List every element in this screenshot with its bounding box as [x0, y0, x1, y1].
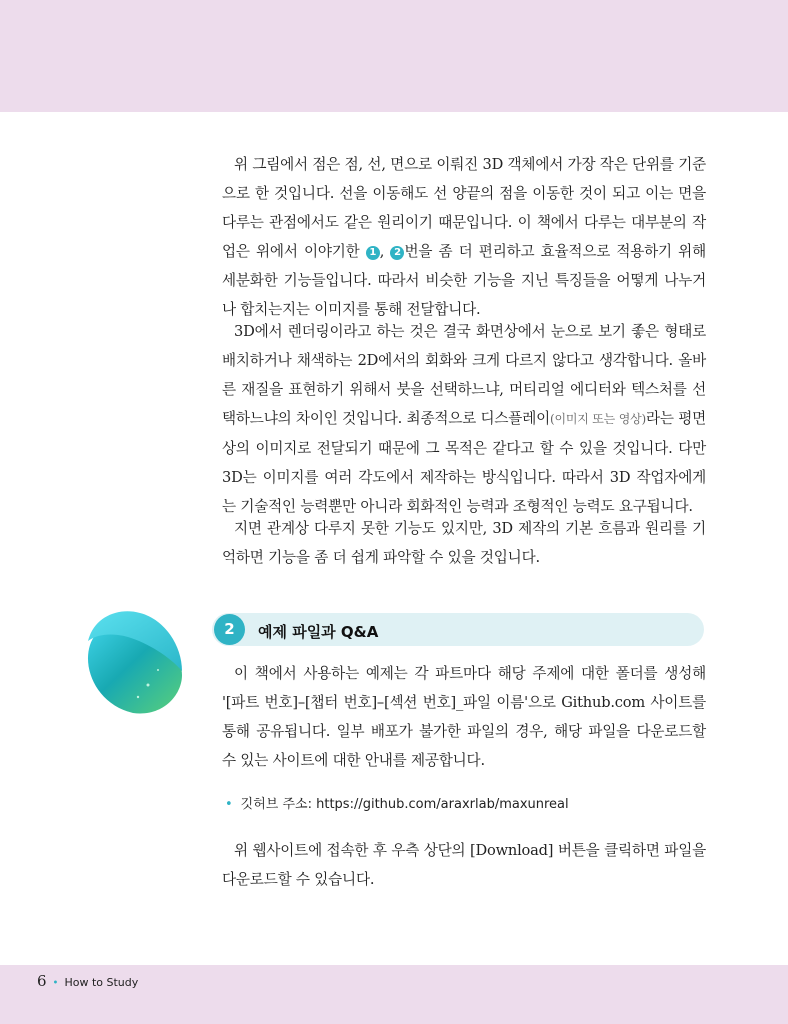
- paragraph-4: 이 책에서 사용하는 예제는 각 파트마다 해당 주제에 대한 폴더를 생성해 '[파트 번호]–[챕터 번호]–[섹션 번호]_파일 이름'으로 Github.com 사이트를 통해 공유됩니다. 일부 배포가 불가한 파일의 경우, 해당 파일을 다운로드할 수 있는 사이트에 대한 안내를 제공합니다.: [222, 665, 706, 769]
- github-address-text: 깃허브 주소: https://github.com/araxrlab/maxunreal: [240, 797, 569, 812]
- paragraph-1: [222, 150, 706, 324]
- paragraph-1-text-b: 번을 좀 더 편리하고 효율적으로 적용하기 위해 세분화한 기능들입니다. 따라서 비슷한 기능을 지닌 특징들을 어떻게 나누거나 합치는지는 이미지를 통해 전달합니다.: [222, 243, 706, 318]
- bullet-marker: •: [225, 797, 233, 812]
- section-number-badge: 2: [214, 614, 245, 645]
- footer-separator: •: [52, 978, 59, 989]
- header-band: [0, 0, 788, 112]
- paragraph-2-text-b: 라는 평면상의 이미지로 전달되기 때문에 그 목적은 같다고 할 수 있을 것입니다. 다만 3D는 이미지를 여러 각도에서 제작하는 방식입니다. 따라서 3D 작업자에게는 기술적인 능력뿐만 아니라 회화적인 능력과 조형적인 능력도 요구됩니다.: [222, 410, 707, 515]
- paragraph-2: [222, 317, 706, 521]
- blob-illustration-icon: [78, 605, 188, 717]
- section-title: 예제 파일과 Q&A: [258, 623, 379, 641]
- paragraph-3: 지면 관계상 다루지 못한 기능도 있지만, 3D 제작의 기본 흐름과 원리를 기억하면 기능을 좀 더 쉽게 파악할 수 있을 것입니다.: [222, 520, 706, 566]
- page-footer: [37, 972, 138, 990]
- paragraph-5: 위 웹사이트에 접속한 후 우측 상단의 [Download] 버튼을 클릭하면 파일을 다운로드할 수 있습니다.: [222, 842, 706, 888]
- page-number: 6: [37, 972, 47, 990]
- paragraph-1-text-a: 위 그림에서 점은 점, 선, 면으로 이뤄진 3D 객체에서 가장 작은 단위를 기준으로 한 것입니다. 선을 이동해도 선 양끝의 점을 이동한 것이 되고 이는 면을 다루는 관점에서도 같은 원리이기 때문입니다. 이 책에서 다루는 대부분의 작업은 위에서 이야기한: [222, 156, 706, 260]
- paragraph-2-parenthetical: (이미지 또는 영상): [550, 412, 646, 426]
- marker-separator: ,: [379, 243, 391, 260]
- footer-label: How to Study: [64, 976, 139, 989]
- circled-number-2: 2: [390, 246, 404, 260]
- circled-number-1: 1: [366, 246, 380, 260]
- github-bullet: [225, 793, 569, 812]
- paragraph-2-text-a: 3D에서 렌더링이라고 하는 것은 결국 화면상에서 눈으로 보기 좋은 형태로 배치하거나 채색하는 2D에서의 회화와 크게 다르지 않다고 생각합니다. 올바른 재질을 표현하기 위해서 붓을 선택하느냐, 머티리얼 에디터와 텍스처를 선택하느냐의 차이인 것입니다. 최종적으로 디스플레이: [222, 323, 706, 427]
